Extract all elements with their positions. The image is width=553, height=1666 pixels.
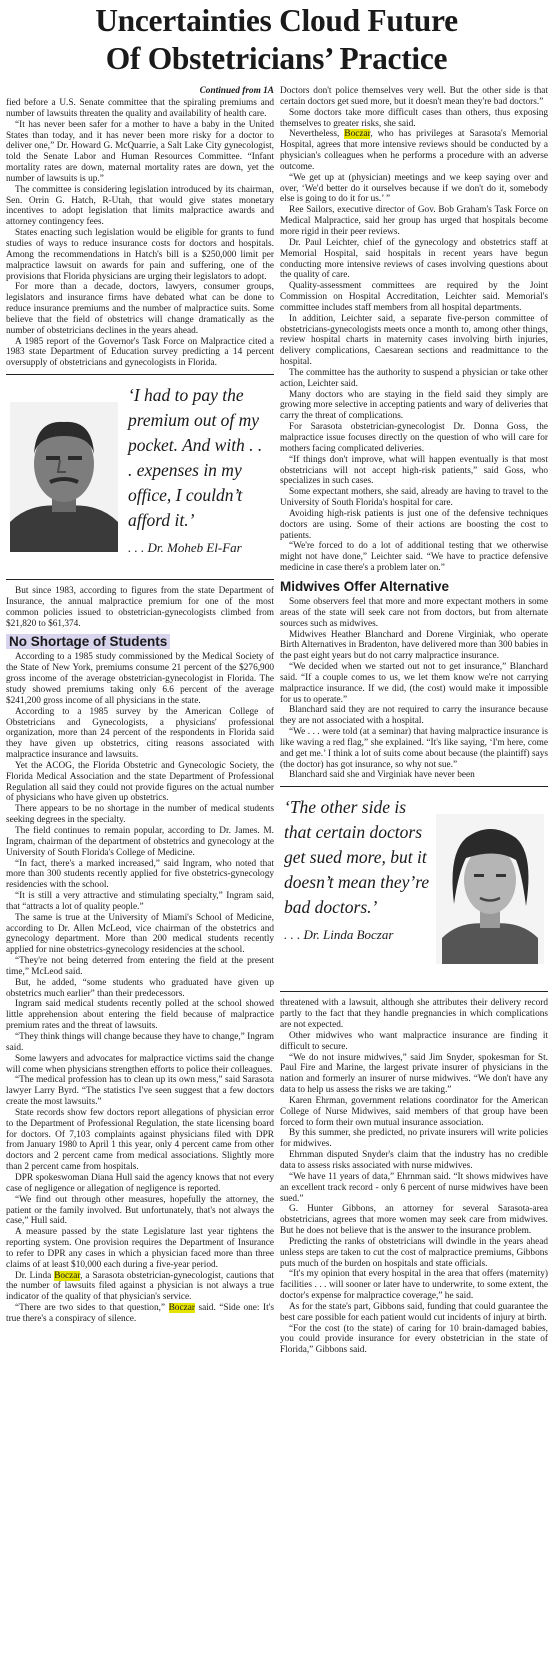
paragraph: “If things don't improve, what will happen eventually is that most obstetricians will not accept high-risk patients,” said Goss, who specializes in such cases. xyxy=(280,454,548,487)
portrait-photo-boczar xyxy=(434,795,546,983)
pullquote-quote: ‘I had to pay the premium out of my pocket. And with . . . expenses in my office, I couldn’t afford it.’ xyxy=(128,385,263,531)
headline-line-2: Of Obstetricians’ Practice xyxy=(105,41,448,76)
left-column xyxy=(6,86,274,1664)
paragraph: Blanchard said she and Virginiak have never been xyxy=(289,770,475,781)
paragraph: For Sarasota obstetrician-gynecologist Dr. Donna Goss, the malpractice issue focuses directly on the question of who will care for mothers facing complicated deliveries. xyxy=(280,422,548,454)
paragraph: Some lawyers and advocates for malpractice victims said the change will come when physicians strengthen efforts to police their colleagues. xyxy=(6,1053,274,1075)
paragraph: Yet the ACOG, the Florida Obstetric and Gynecologic Society, the Florida Medical Association and the state Department of Professional Regulation all said they could not provide figures on the actual number of physicians who have given up obstetrics. xyxy=(6,760,274,804)
paragraph: “The medical profession has to clean up its own mess,” said Sarasota lawyer Larry Byrd. “The statistics I've seen suggest that a few doctors create the most lawsuits.” xyxy=(6,1075,274,1108)
paragraph: Ehrnman disputed Snyder's claim that the industry has no credible data to assess risks associated with nurse midwives. xyxy=(280,1150,548,1171)
pullquote-byline: . . . Dr. Moheb El-Far xyxy=(128,540,242,556)
paragraph: “We . . . were told (at a seminar) that having malpractice insurance is like waving a red flag,” she explained. “It's like saying, ‘I'm here, come and get me.’ I think a lot of suits come about because (the plaintiff) says (the doctor) has got insurance, so why not sue.” xyxy=(280,727,548,770)
paragraph: A measure passed by the state Legislature last year tightens the reporting system. One provision requires the Department of Insurance to refer to DPR any cases in which a physician faced more than three claims of at least $10,000 each during a five-year period. xyxy=(6,1227,274,1270)
paragraph-boczar-intro xyxy=(6,1271,274,1304)
paragraph: Predicting the ranks of obstetricians will dwindle in the years ahead unless steps are taken to cut the cost of malpractice premiums, Gibbons puts much of the burden on hospitals and state officials. xyxy=(280,1236,548,1269)
subhead-no-shortage xyxy=(6,633,274,650)
paragraph: By this summer, she predicted, no private insurers will write policies for midwives. xyxy=(280,1128,548,1150)
paragraph: threatened with a lawsuit, although she attributes their delivery record partly to the fact that they handle pregnancies in which complications are not expected. xyxy=(280,998,548,1030)
subhead-midwives: Midwives Offer Alternative xyxy=(280,578,450,594)
paragraph: “It's my opinion that every hospital in the area that offers (maternity) facilities . . . will sooner or later have to underwrite, to some extent, the doctor's expense for malpractice coverage,” he said. xyxy=(280,1269,548,1302)
paragraph-nevertheless xyxy=(280,129,548,172)
subhead-text: No Shortage of Students xyxy=(6,634,170,649)
paragraph-boczar-quote xyxy=(6,1303,274,1325)
paragraph: G. Hunter Gibbons, an attorney for several Sarasota-area obstetricians, agrees that more women may seek care from midwives. But he does not believe that is the answer to the insurance problem. xyxy=(280,1204,548,1237)
paragraph: But since 1983, according to figures from the state Department of Insurance, the annual malpractice premium for one of the most common policies issued to obstetrician-gynecologists climbed from $21,820 to $61,374. xyxy=(6,586,274,629)
paragraph: “We have 11 years of data,” Ehrnman said. “It shows midwives have an excellent track record - only 6 percent of nurse midwives have been sued.” xyxy=(280,1171,548,1204)
paragraph: “In fact, there's a marked increased,” said Ingram, who noted that more than 300 students recently applied for five obstetrics-gynecology residencies with the school. xyxy=(6,858,274,891)
paragraph: Blanchard said they are not required to carry the insurance because they are not associated with a hospital. xyxy=(280,705,548,727)
paragraph: “We decided when we started out not to get insurance,” Blanchard said. “If a couple comes to us, we let them know we're not carrying malpractice insurance. If we did, (the cost) would make it impossible for us to operate.” xyxy=(280,662,548,705)
paragraph: The committee has the authority to suspend a physician or take other action, Leichter said. xyxy=(280,367,548,389)
paragraph: According to a 1985 study commissioned by the Medical Society of the State of New York, premiums consume 21 percent of the $276,900 gross income of the average obstetrician-gynecologist in Florida. The study showed premiums taking only 6.6 percent of the average $241,200 gross income of all physicians in the state. xyxy=(6,652,274,706)
paragraph: For more than a decade, doctors, lawyers, consumer groups, legislators and insurance firms have debated what can be done to reduce insurance premiums and the number of malpractice suits. Some believe that the field of obstetrics will change dramatically as the number of obstetricians declines in the years ahead. xyxy=(6,282,274,336)
paragraph: State records show few doctors report allegations of physician error to the Department of Professional Regulation, the state licensing board for doctors. Of 7,103 complaints against physicians filed with DPR from January 1980 to April 1 this year, only 4 percent came from other doctors and 2 percent came from medical associations. Slightly more than 2 percent came from hospitals. xyxy=(6,1107,274,1173)
paragraph: Some expectant mothers, she said, already are having to travel to the University of South Florida's hospital for care. xyxy=(280,487,548,509)
text-run: , who has privileges at Sarasota's Memorial Hospital, agrees that more intensive reviews should be conducted by a physician's colleagues when he performs a procedure with an adverse outcome. xyxy=(280,129,548,172)
paragraph: Dr. Paul Leichter, chief of the gynecology and obstetrics staff at Memorial Hospital, said hospitals in recent years have begun conducting more intensive reviews of cases involving questions about the quality of care. xyxy=(280,237,548,281)
text-run: , a Sarasota obstetrician-gynecologist, cautions that the number of lawsuits filed against a physician is not always a true indicator of the quality of that physician's service. xyxy=(6,1270,274,1303)
paragraph: As for the state's part, Gibbons said, funding that could guarantee the best care possible for each patient would cut incidents of injury at birth. xyxy=(280,1301,548,1323)
paragraph: Doctors don't police themselves very well. But the other side is that certain doctors get sued more, but it doesn't mean they're bad doctors.” xyxy=(280,86,548,107)
paragraph: Some doctors take more difficult cases than others, thus exposing themselves to greater risks, she said. xyxy=(280,107,548,129)
paragraph: “We're forced to do a lot of additional testing that we otherwise might not have done,” Leichter said. “We have to practice defensive medicine in case there's a problem later on.” xyxy=(280,541,548,574)
text-run: said. “Side one: It's true there's a conspiracy of silence. xyxy=(6,1303,274,1324)
paragraph: fied before a U.S. Senate committee that the spiraling premiums and number of lawsuits threaten the quality and availability of health care. xyxy=(6,98,274,119)
paragraph: The field continues to remain popular, according to Dr. James. M. Ingram, chairman of the department of obstetrics and gynecology at the University of South Florida's College of Medicine. xyxy=(6,825,274,858)
paragraph: According to a 1985 survey by the American College of Obstetricians and Gynecologists, a physicians' professional organization, more than 24 percent of the respondents in Florida said they have given up obstetrics, citing reasons associated with malpractice insurance and lawsuits. xyxy=(6,706,274,761)
highlighted-name: Boczar xyxy=(54,1270,81,1281)
paragraph: Other midwives who want malpractice insurance are finding it difficult to secure. xyxy=(280,1030,548,1052)
left-intro-paragraphs xyxy=(6,98,274,369)
paragraph: The same is true at the University of Miami's School of Medicine, according to Dr. Allen McLeod, vice chairman of the obstetrics and gynecology department. More than 200 medical students recently applied for nine obstetrics-gynecology residencies at the school. xyxy=(6,912,274,956)
headline-line-1: Uncertainties Cloud Future xyxy=(95,3,458,38)
paragraph: States enacting such legislation would be eligible for grants to fund studies of ways to reduce insurance costs for doctors and hospitals. Among the recommendations in Hatch's bill is a $250,000 limit per malpractice lawsuit on awards for pain and suffering, one of the provisions that Florida physicians are urging their legislators to adopt. xyxy=(6,228,274,282)
paragraph: A 1985 report of the Governor's Task Force on Malpractice cited a 1983 state Department of Education survey predicting a 14 percent oversupply of obstetricians and gynecologists in Florida. xyxy=(6,336,274,369)
paragraph: “We get up at (physician) meetings and we keep saying over and over, ‘We'd better do it ourselves because if we don't do it, somebody else is going to do it for us.’ ” xyxy=(280,172,548,205)
highlighted-name: Boczar xyxy=(344,129,371,140)
paragraph: Karen Ehrman, government relations coordinator for the American College of Nurse Midwives, said members of that group have been forced to form their own mutual insurance association. xyxy=(280,1095,548,1128)
paragraph: “It is still a very attractive and stimulating specialty,” Ingram said, that “attracts a lot of quality people.” xyxy=(6,891,274,912)
portrait-photo-el-far xyxy=(8,383,120,571)
paragraph: In addition, Leichter said, a separate five-person committee of obstetricians-gynecologists meets once a month to, among other things, review hospital charts in maternity cases involving birth injuries, delivery complications, Caesarean sections and readmittance to the hospital. xyxy=(280,313,548,368)
continued-note: Continued from 1A xyxy=(199,86,274,96)
paragraph: Many doctors who are staying in the field said they simply are growing more selective in accepting patients and wary of deliveries that carry the threat of complications. xyxy=(280,389,548,422)
paragraph: Avoiding high-risk patients is just one of the defensive techniques doctors are using. Some of their actions are boosting the cost to patients. xyxy=(280,508,548,541)
paragraph: But, he added, “some students who graduated have given up obstetrics much earlier” than their predecessors. xyxy=(6,977,274,999)
pullquote-text-block xyxy=(120,383,272,571)
left-body-paragraphs xyxy=(6,652,274,1324)
pullquote-text-block xyxy=(282,795,434,983)
paragraph: “They think things will change because they have to change,” Ingram said. xyxy=(6,1032,274,1053)
paragraph: Ree Sailors, executive director of Gov. Bob Graham's Task Force on Medical Malpractice, said her group has urged that hospitals become more rigid in their peer reviews. xyxy=(280,205,548,237)
pullquote-boczar xyxy=(280,786,548,992)
headline xyxy=(0,2,553,78)
paragraph: Some observers feel that more and more expectant mothers in some areas of the state will seek care not from doctors, but from alternate sources such as midwives. xyxy=(280,596,548,629)
paragraph: “It has never been safer for a mother to have a baby in the United States than today, and it has never been more risky for a doctor to deliver one,” Dr. Howard G. McQuarrie, a Salt Lake City gynecologist, told the Senate Labor and Human Resources Committee. “Infant mortality rates are down, maternal mortality rates are down, yet the number of lawsuits is up.” xyxy=(6,119,274,184)
paragraph: There appears to be no shortage in the number of medical students seeking degrees in the specialty. xyxy=(6,804,274,826)
paragraph: Quality-assessment committees are required by the Joint Commission on Hospital Accreditation, Leichter said. Memorial's committee includes staff members from all hospital departments. xyxy=(280,281,548,313)
paragraph: “For the cost (to the state) of caring for 10 brain-damaged babies, you could provide insurance for every obstetrician in the state of Florida,” Gibbons said. xyxy=(280,1323,548,1356)
highlighted-name: Boczar xyxy=(168,1303,195,1314)
text-run: Nevertheless, xyxy=(289,129,340,140)
pullquote-byline: . . . Dr. Linda Boczar xyxy=(284,927,394,943)
right-column xyxy=(280,86,548,1664)
text-run: Dr. Linda xyxy=(15,1270,52,1281)
paragraph: “They're not being deterred from entering the field at the present time,” McLeod said. xyxy=(6,956,274,977)
pullquote-el-far xyxy=(6,374,274,580)
paragraph: DPR spokeswoman Diana Hull said the agency knows that not every case of negligence or allegation of negligence is reported. xyxy=(6,1172,274,1194)
paragraph: The committee is considering legislation introduced by its chairman, Sen. Orrin G. Hatch, R-Utah, that would give states monetary incentives to adopt legislation that limits malpractice awards and attorney contingency fees. xyxy=(6,184,274,228)
text-run: “There are two sides to that question,” xyxy=(15,1303,166,1314)
paragraph: Ingram said medical students recently polled at the school showed little apprehension about entering the field because of malpractice premium rates and the threat of lawsuits. xyxy=(6,999,274,1032)
paragraph: “We find out through other measures, hopefully the attorney, the patient or the family involved. But unfortunately, that's not always the case,” Hull said. xyxy=(6,1194,274,1227)
paragraph: “We do not insure midwives,” said Jim Snyder, spokesman for St. Paul Fire and Marine, the largest private insurer of physicians in the nation and formerly an insurer of nurse midwives. “We don't have any data to help us assess the risks we are taking.” xyxy=(280,1052,548,1096)
paragraph: Midwives Heather Blanchard and Dorene Virginiak, who operate Birth Alternatives in Bradenton, have delivered more than 300 babies in the past eight years but do not carry malpractice insurance. xyxy=(280,629,548,662)
pullquote-quote: ‘The other side is that certain doctors get sued more, but it doesn’t mean they’re bad doctors.’ xyxy=(284,797,430,918)
